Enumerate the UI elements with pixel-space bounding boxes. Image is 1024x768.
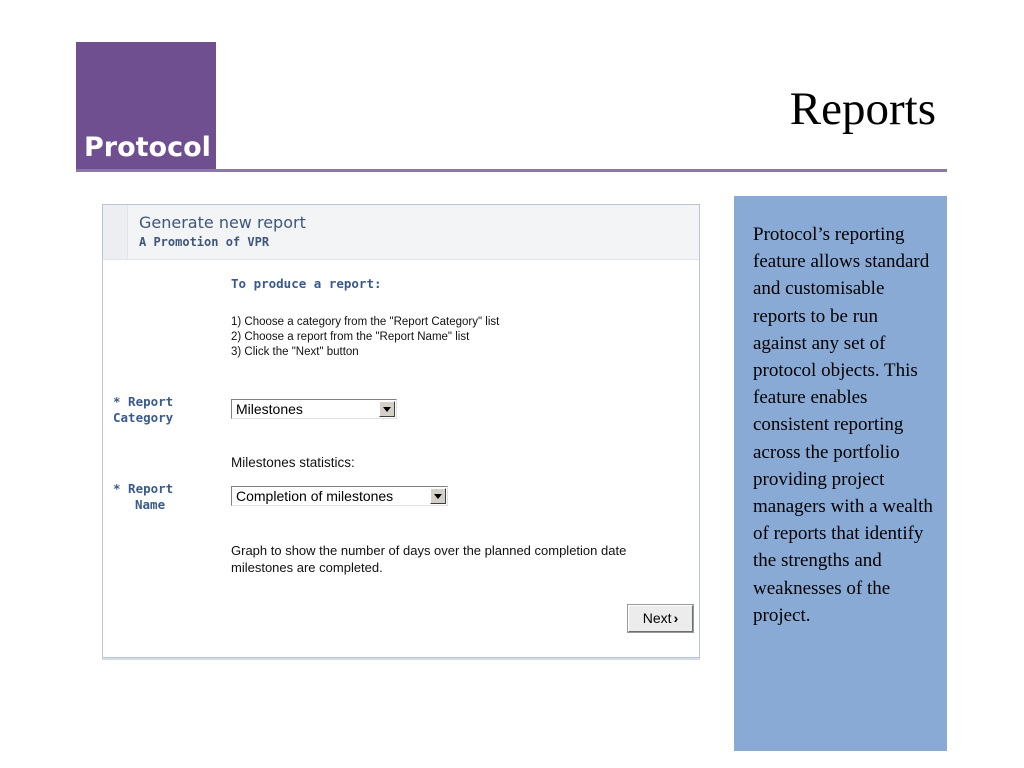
next-button-label: Next [642, 610, 672, 626]
panel-title: Generate new report [139, 213, 306, 232]
report-name-value: Completion of milestones [236, 488, 394, 504]
report-name-label: * Report Name [113, 481, 174, 512]
description-box [734, 196, 947, 751]
next-button[interactable] [628, 605, 693, 632]
chevron-down-icon[interactable] [430, 488, 446, 504]
chevron-down-icon[interactable] [379, 401, 395, 417]
panel-header-stripe [103, 205, 128, 259]
logo-text: Protocol [84, 132, 211, 163]
report-category-label: * Report Category [113, 394, 174, 425]
panel-subtitle: A Promotion of VPR [139, 235, 270, 249]
report-category-select[interactable] [231, 399, 397, 419]
title-divider [76, 169, 947, 172]
report-category-value: Milestones [236, 401, 303, 417]
instructions-heading: To produce a report: [231, 276, 382, 291]
report-description: Graph to show the number of days over the planned completion date milestones are completed. [231, 543, 627, 575]
instruction-steps [231, 315, 499, 360]
instruction-step: 3) Click the "Next" button [231, 346, 359, 358]
generate-report-panel [102, 204, 700, 658]
instruction-step: 2) Choose a report from the "Report Name" list [231, 331, 470, 343]
slide-title: Reports [789, 83, 936, 135]
report-name-select[interactable] [231, 486, 448, 506]
statistics-label: Milestones statistics: [231, 455, 355, 470]
panel-header [103, 205, 699, 260]
description-text: Protocol’s reporting feature allows standard and customisable reports to be run against any set of protocol objects. This feature enables consistent reporting across the portfolio providing project managers with a wealth of reports that identify the strengths and weaknesses of the project. [753, 224, 933, 626]
instruction-step: 1) Choose a category from the "Report Category" list [231, 316, 500, 328]
chevron-right-icon: › [673, 610, 679, 626]
